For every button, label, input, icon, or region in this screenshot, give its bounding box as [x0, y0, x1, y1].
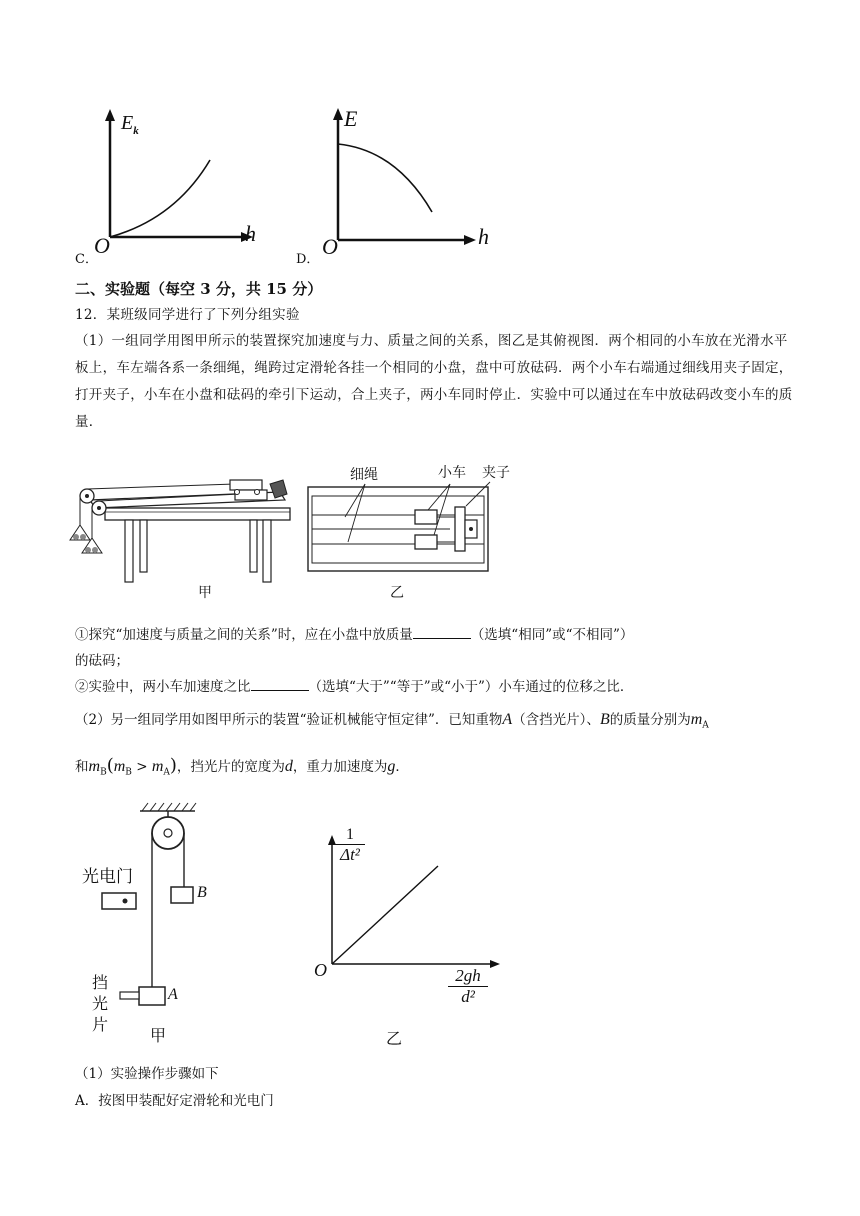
figure2-jia-label: 甲 [150, 1026, 167, 1045]
subquestion-2: ②实验中，两小车加速度之比 （选填“大于”“等于”或“小于”）小车通过的位移之比． [75, 679, 634, 695]
option-c-x-axis: h [245, 221, 256, 246]
figure-cart-apparatus [65, 470, 305, 605]
subquestion-1: ①探究“加速度与质量之间的关系”时，应在小盘中放质量 （选填“相同”或“不相同”） [75, 627, 634, 643]
steps-title: （1）实验操作步骤如下 [75, 1066, 219, 1082]
figure1-yi-label: 乙 [390, 585, 404, 601]
q12-paragraph-1: （1）一组同学用图甲所示的装置探究加速度与力、质量之间的关系，图乙是其俯视图．两个相同的小车放在光滑水平板上，车左端各系一条细绳，绳跨过定滑轮各挂一个相同的小盘，盘中可放砝码．两个小车右端通过细线用夹子固定，打开夹子，小车在小盘和砝码的牵引下运动，合上夹子，两小车同时停止．实验中可以通过在车中放砝码改变小车的质量． [75, 333, 793, 430]
option-c [75, 105, 275, 265]
option-d [296, 100, 506, 265]
option-d-origin: O [322, 234, 338, 259]
figure2-yi-label: 乙 [386, 1029, 403, 1048]
option-d-x-axis: h [478, 224, 489, 249]
label-mass-B: B [197, 884, 207, 901]
figure-cart-top-view [300, 470, 500, 580]
label-mass-A: A [168, 986, 178, 1003]
label-flag: 挡 光 片 [92, 973, 109, 1034]
q12-paragraph-2-cont: 和$m_B(m_B > m_A)$，挡光片的宽度为d，重力加速度为g． [75, 755, 409, 778]
answer-blank-2[interactable] [251, 677, 309, 691]
option-d-letter: D． [296, 252, 320, 267]
q12-intro: 12．某班级同学进行了下列分组实验 [75, 307, 300, 323]
q12-paragraph-2: （2）另一组同学用如图甲所示的装置“验证机械能守恒定律”．已知重物A（含挡光片）、B的质量分别为$m_A$ [75, 711, 709, 731]
option-c-origin: O [94, 233, 110, 258]
subquestion-1-cont: 的砝码； [75, 653, 129, 669]
figure1-jia-label: 甲 [198, 585, 212, 601]
label-clip: 夹子 [482, 465, 510, 481]
graph-y-label: 1 Δt² [335, 826, 365, 865]
option-c-y-axis: $E_k$ [121, 112, 139, 137]
option-d-y-axis: E [344, 106, 358, 131]
answer-blank-1[interactable] [413, 625, 471, 639]
option-c-letter: C． [75, 252, 98, 267]
section-title: 二、实验题（每空 3 分，共 15 分） [75, 280, 323, 298]
graph-origin: O [314, 960, 327, 980]
graph-x-label: 2gh d² [448, 966, 488, 1007]
step-a: A．按图甲装配好定滑轮和光电门 [75, 1093, 274, 1109]
label-cart: 小车 [438, 465, 466, 481]
label-photo-gate: 光电门 [82, 867, 133, 887]
label-rope: 细绳 [350, 467, 378, 483]
